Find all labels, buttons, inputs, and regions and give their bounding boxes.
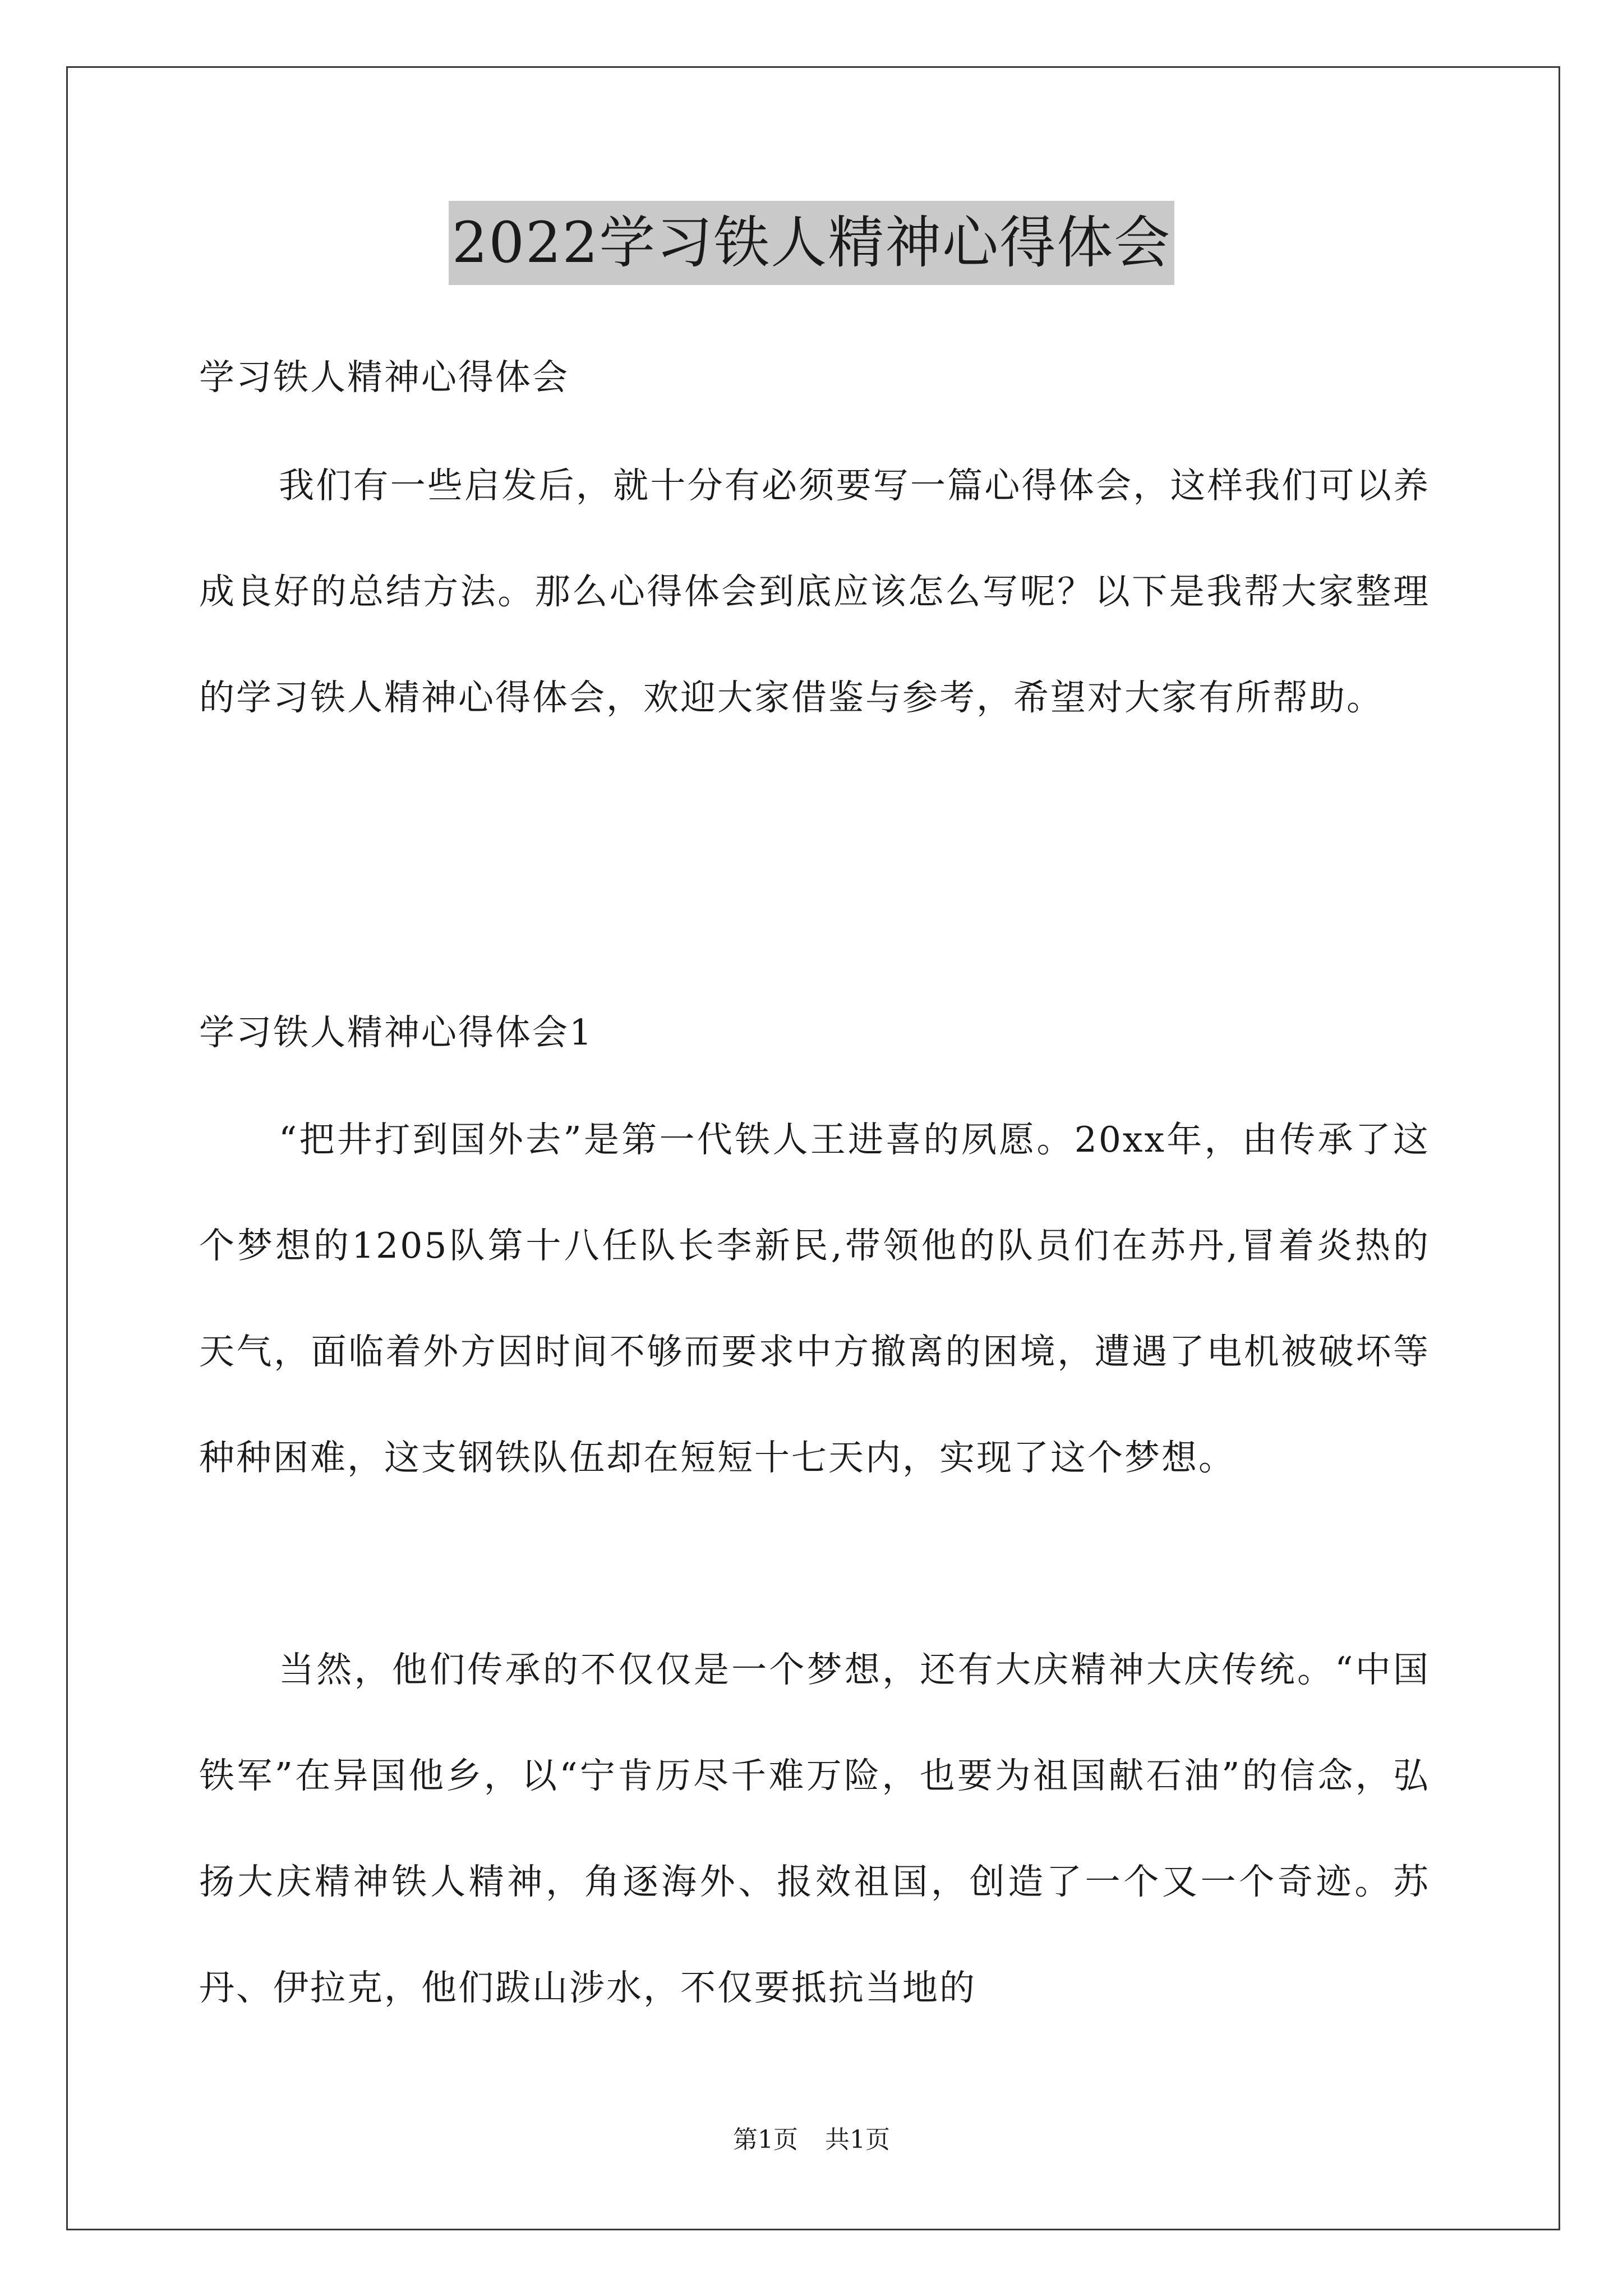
body-paragraph-2: 当然，他们传承的不仅仅是一个梦想，还有大庆精神大庆传统。“中国铁军”在异国他乡，以“宁肯历尽千难万险，也要为祖国献石油”的信念，弘扬大庆精神铁人精神，角逐海外、报效祖国，创造了一个又一个奇迹。苏丹、伊拉克，他们跋山涉水，不仅要抵抗当地的 (199, 1649, 1430, 2008)
page-total: 共1页 (825, 2125, 890, 2154)
title-container (0, 201, 1623, 285)
document-subtitle: 学习铁人精神心得体会 (199, 357, 569, 398)
page-footer (0, 2123, 1623, 2157)
page-number: 第1页 (733, 2125, 798, 2154)
section-heading: 学习铁人精神心得体会1 (199, 1012, 594, 1053)
document-title: 2022学习铁人精神心得体会 (449, 201, 1175, 285)
intro-paragraph: 我们有一些启发后，就十分有必须要写一篇心得体会，这样我们可以养成良好的总结方法。那么心得体会到底应该怎么写呢？以下是我帮大家整理的学习铁人精神心得体会，欢迎大家借鉴与参考，希望对大家有所帮助。 (199, 465, 1430, 718)
body-paragraph-1: “把井打到国外去”是第一代铁人王进喜的夙愿。20xx年，由传承了这个梦想的1205队第十八任队长李新民,带领他的队员们在苏丹,冒着炎热的天气，面临着外方因时间不够而要求中方撤离的困境，遭遇了电机被破坏等种种困难，这支钢铁队伍却在短短十七天内，实现了这个梦想。 (199, 1119, 1430, 1478)
